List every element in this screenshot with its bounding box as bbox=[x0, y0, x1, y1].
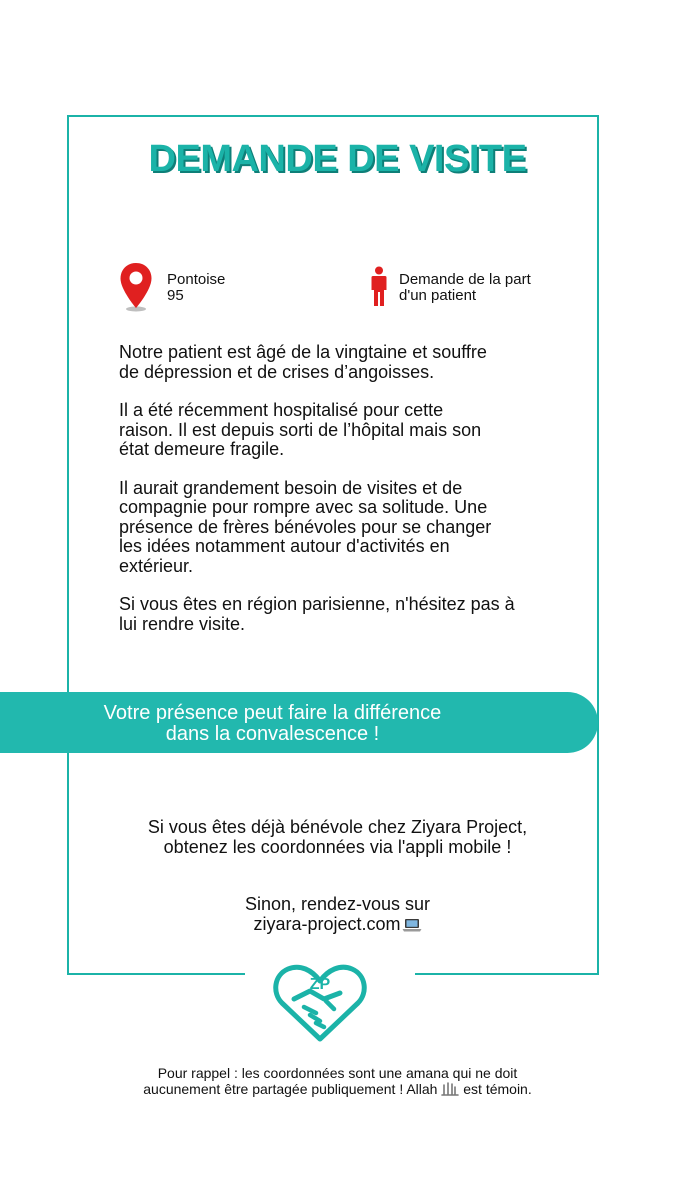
website-link[interactable]: ziyara-project.com bbox=[253, 913, 401, 934]
request-line2: d'un patient bbox=[399, 287, 477, 304]
paragraph-line: présence de frères bénévoles pour se changer bbox=[119, 516, 492, 537]
page-title: DEMANDE DE VISITE bbox=[148, 138, 527, 180]
paragraph-line: lui rendre visite. bbox=[119, 613, 246, 634]
footer-line2b: est témoin. bbox=[463, 1081, 532, 1097]
paragraph-line: Il aurait grandement besoin de visites et de bbox=[119, 477, 463, 498]
volunteer-line2: obtenez les coordonnées via l'appli mobile ! bbox=[163, 836, 512, 857]
website-line2 bbox=[0, 915, 675, 935]
paragraph bbox=[119, 401, 589, 460]
location-pin-icon bbox=[119, 262, 153, 312]
location-department: 95 bbox=[167, 287, 184, 304]
paragraph-line: de dépression et de crises d’angoisses. bbox=[119, 361, 435, 382]
footer-line2a: aucunement être partagée publiquement ! Allah bbox=[143, 1081, 438, 1097]
paragraph-line: les idées notamment autour d'activités en bbox=[119, 536, 450, 556]
paragraph-line: extérieur. bbox=[119, 555, 194, 576]
volunteer-line1: Si vous êtes déjà bénévole chez Ziyara Project, bbox=[147, 817, 528, 837]
website-line1: Sinon, rendez-vous sur bbox=[244, 894, 431, 914]
logo-text: ZP bbox=[309, 976, 331, 993]
website-info bbox=[0, 895, 675, 934]
laptop-icon bbox=[402, 918, 422, 932]
request-line1: Demande de la part bbox=[399, 271, 531, 288]
paragraph-line: raison. Il est depuis sorti de l’hôpital mais son bbox=[119, 419, 482, 440]
paragraph bbox=[119, 479, 589, 577]
banner-text bbox=[0, 703, 545, 745]
description bbox=[119, 343, 589, 653]
banner-line2: dans la convalescence ! bbox=[165, 723, 380, 745]
paragraph-line: Notre patient est âgé de la vingtaine et souffre bbox=[119, 342, 487, 362]
heart-handshake-logo-icon bbox=[270, 955, 370, 1045]
paragraph-line: état demeure fragile. bbox=[119, 439, 285, 459]
paragraph bbox=[119, 595, 589, 634]
footer-disclaimer bbox=[0, 1065, 675, 1097]
paragraph bbox=[119, 343, 589, 382]
location-city: Pontoise bbox=[167, 271, 226, 288]
paragraph-line: Si vous êtes en région parisienne, n'hésitez pas à bbox=[119, 594, 515, 614]
request-text bbox=[399, 272, 531, 304]
banner-line1: Votre présence peut faire la différence bbox=[103, 702, 442, 724]
footer-line2 bbox=[0, 1081, 675, 1097]
allah-calligraphy-icon bbox=[441, 1081, 459, 1097]
paragraph-line: compagnie pour rompre avec sa solitude. Une bbox=[119, 497, 488, 517]
paragraph-line: Il a été récemment hospitalisé pour cette bbox=[119, 400, 444, 420]
volunteer-info bbox=[0, 818, 675, 857]
person-icon bbox=[371, 266, 387, 306]
footer-line1: Pour rappel : les coordonnées sont une amana qui ne doit bbox=[157, 1065, 518, 1081]
location-text bbox=[167, 272, 225, 304]
